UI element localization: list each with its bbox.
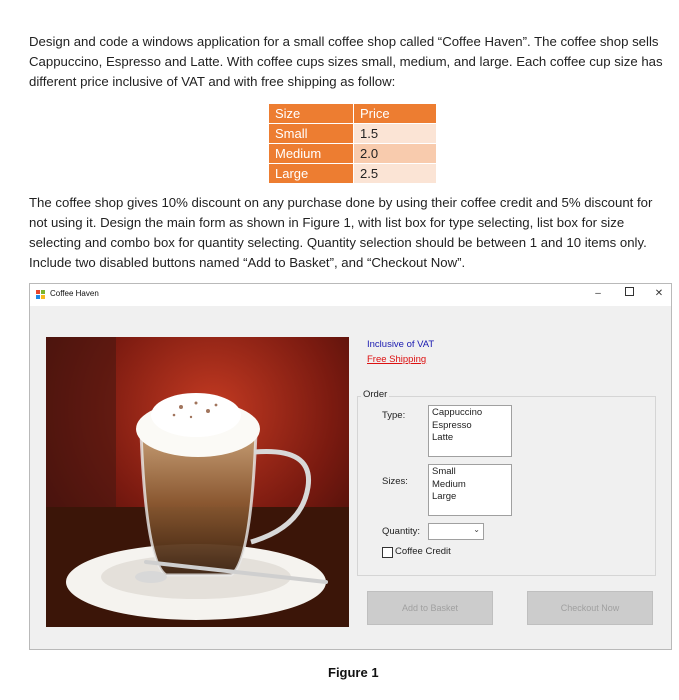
checkout-now-button[interactable]: Checkout Now <box>527 591 653 625</box>
add-to-basket-button[interactable]: Add to Basket <box>367 591 493 625</box>
list-item[interactable]: Cappuccino <box>432 407 483 418</box>
size-cell: Large <box>269 164 354 184</box>
list-item[interactable]: Medium <box>432 478 466 490</box>
app-icon <box>36 290 46 299</box>
window-title: Coffee Haven <box>50 289 99 298</box>
price-header: Price <box>354 104 437 124</box>
quantity-combobox[interactable] <box>428 523 484 540</box>
price-cell: 2.0 <box>354 144 437 164</box>
coffee-haven-window <box>29 283 672 650</box>
list-item[interactable]: Espresso <box>432 419 472 431</box>
chevron-down-icon[interactable]: ⌄ <box>473 525 480 534</box>
price-cell: 1.5 <box>354 124 437 144</box>
table-row <box>269 144 437 164</box>
vat-label: Inclusive of VAT <box>367 339 435 350</box>
list-item[interactable]: Large <box>432 491 457 502</box>
table-row <box>269 124 437 144</box>
size-cell: Medium <box>269 144 354 164</box>
coffee-photo <box>46 337 349 627</box>
coffee-credit-checkbox[interactable] <box>382 547 393 558</box>
sizes-label: Sizes: <box>382 476 408 487</box>
type-label: Type: <box>382 410 406 421</box>
type-listbox[interactable] <box>428 405 512 457</box>
quantity-label: Quantity: <box>382 526 421 537</box>
title-bar[interactable] <box>30 284 671 306</box>
price-table-header <box>269 104 437 124</box>
maximize-icon <box>625 287 634 296</box>
order-group-label: Order <box>363 389 388 400</box>
coffee-credit-label[interactable]: Coffee Credit <box>395 546 451 557</box>
figure-caption: Figure 1 <box>328 665 379 680</box>
close-button[interactable]: ✕ <box>654 288 664 299</box>
maximize-button[interactable] <box>621 287 637 301</box>
discount-paragraph: The coffee shop gives 10% discount on any purchase done by using their coffee credit and 5% discount for not using it. Design the main form as shown in Figure 1, with list box for type selecting, list box for size selecting and combo box for quantity selecting. Quantity selection should be between 1 and 10 items only. Include two disabled buttons named “Add to Basket”, and “Checkout Now”. <box>29 195 653 270</box>
free-shipping-link[interactable]: Free Shipping <box>367 354 427 365</box>
minimize-button[interactable]: – <box>595 288 601 299</box>
intro-paragraph: Design and code a windows application for a small coffee shop called “Coffee Haven”. The coffee shop sells Cappuccino, Espresso and Latte. With coffee cups sizes small, medium, and large. Each coffee cup size has different price inclusive of VAT and with free shipping as follow: <box>29 34 663 89</box>
size-listbox[interactable] <box>428 464 512 516</box>
price-cell: 2.5 <box>354 164 437 184</box>
list-item[interactable]: Small <box>432 466 456 477</box>
price-table <box>268 103 437 184</box>
size-header: Size <box>269 104 354 124</box>
table-row <box>269 164 437 184</box>
size-cell: Small <box>269 124 354 144</box>
list-item[interactable]: Latte <box>432 432 454 443</box>
